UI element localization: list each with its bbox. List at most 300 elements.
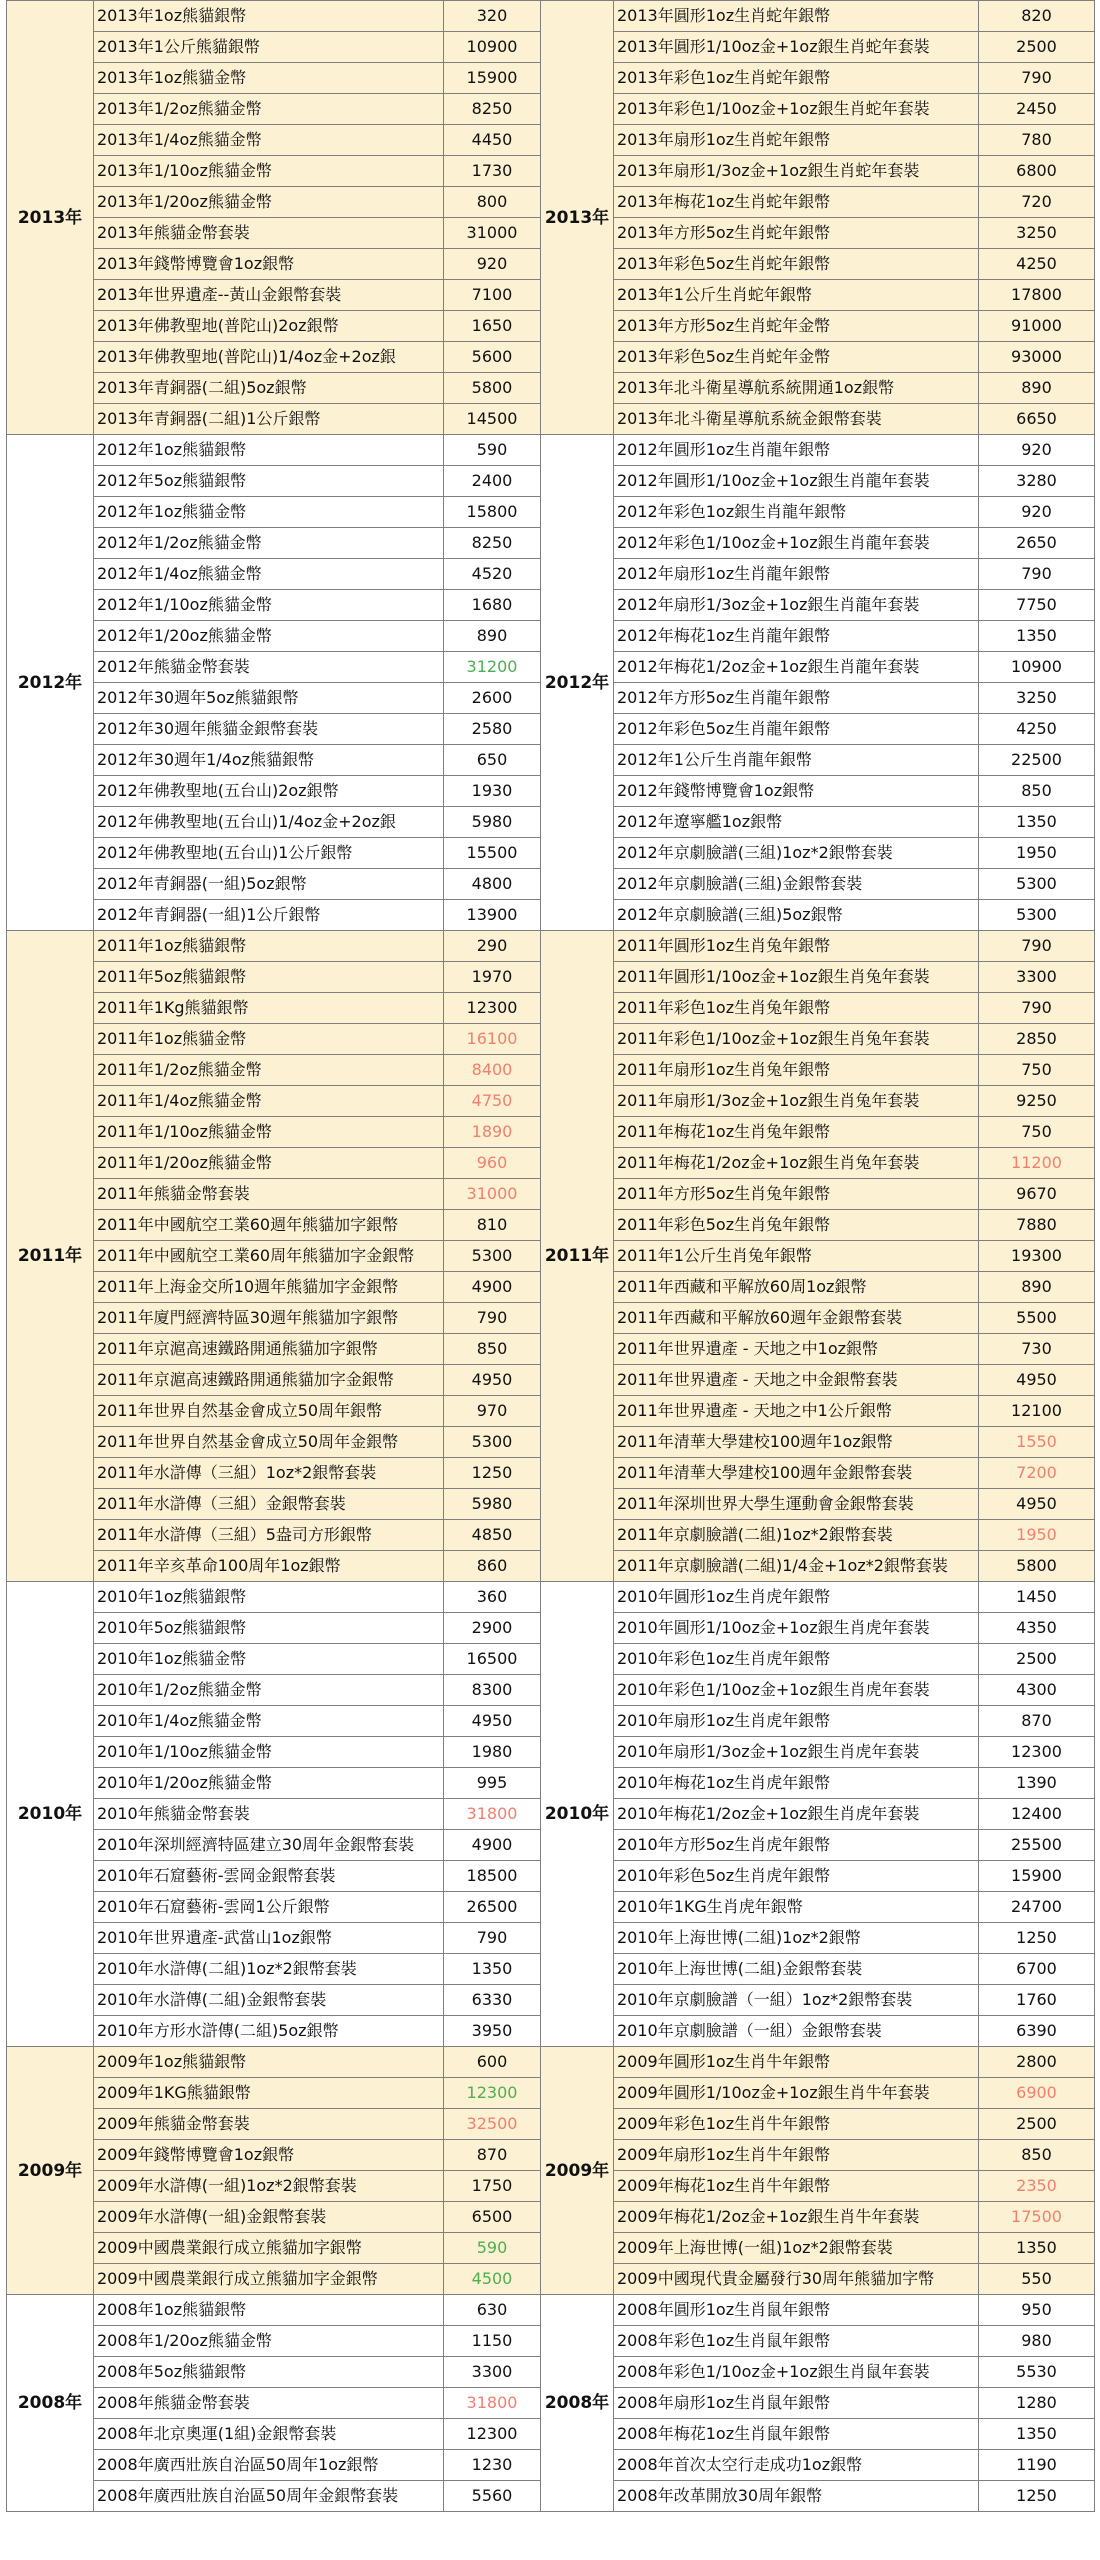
price-right: 25500 xyxy=(979,1830,1095,1861)
price-left: 31000 xyxy=(444,1179,541,1210)
item-name-right: 2012年圓形1/10oz金+1oz銀生肖龍年套裝 xyxy=(614,466,979,497)
item-name-right: 2011年扇形1/3oz金+1oz銀生肖兔年套裝 xyxy=(614,1086,979,1117)
price-right: 2500 xyxy=(979,32,1095,63)
price-right: 19300 xyxy=(979,1241,1095,1272)
item-name-left: 2012年30週年1/4oz熊貓銀幣 xyxy=(94,745,444,776)
item-name-right: 2010年1KG生肖虎年銀幣 xyxy=(614,1892,979,1923)
table-row xyxy=(7,1,1095,32)
price-right: 920 xyxy=(979,497,1095,528)
item-name-right: 2011年清華大學建校100週年1oz銀幣 xyxy=(614,1427,979,1458)
price-left: 10900 xyxy=(444,32,541,63)
price-left: 4500 xyxy=(444,2264,541,2295)
price-list-body xyxy=(7,1,1095,2512)
price-left: 8250 xyxy=(444,528,541,559)
item-name-right: 2011年彩色1/10oz金+1oz銀生肖兔年套裝 xyxy=(614,1024,979,1055)
item-name-right: 2009年上海世博(一組)1oz*2銀幣套裝 xyxy=(614,2233,979,2264)
item-name-right: 2011年扇形1oz生肖兔年銀幣 xyxy=(614,1055,979,1086)
table-row xyxy=(7,931,1095,962)
table-row xyxy=(7,2295,1095,2326)
item-name-left: 2012年青銅器(一組)5oz銀幣 xyxy=(94,869,444,900)
item-name-left: 2010年熊貓金幣套裝 xyxy=(94,1799,444,1830)
item-name-left: 2011年1/4oz熊貓金幣 xyxy=(94,1086,444,1117)
price-left: 1250 xyxy=(444,1458,541,1489)
item-name-right: 2011年世界遺產 - 天地之中1公斤銀幣 xyxy=(614,1396,979,1427)
price-right: 950 xyxy=(979,2295,1095,2326)
price-right: 93000 xyxy=(979,342,1095,373)
price-right: 1280 xyxy=(979,2388,1095,2419)
item-name-right: 2012年京劇臉譜(三組)金銀幣套裝 xyxy=(614,869,979,900)
price-right: 1760 xyxy=(979,1985,1095,2016)
price-right: 1450 xyxy=(979,1582,1095,1613)
price-left: 4900 xyxy=(444,1272,541,1303)
year-label-left: 2013年 xyxy=(7,1,94,435)
item-name-right: 2008年改革開放30周年銀幣 xyxy=(614,2481,979,2512)
item-name-left: 2011年5oz熊貓銀幣 xyxy=(94,962,444,993)
price-left: 810 xyxy=(444,1210,541,1241)
item-name-right: 2010年彩色1/10oz金+1oz銀生肖虎年套裝 xyxy=(614,1675,979,1706)
item-name-left: 2011年1Kg熊貓銀幣 xyxy=(94,993,444,1024)
price-right: 780 xyxy=(979,125,1095,156)
item-name-right: 2009年圓形1/10oz金+1oz銀生肖牛年套裝 xyxy=(614,2078,979,2109)
price-right: 920 xyxy=(979,435,1095,466)
price-left: 16500 xyxy=(444,1644,541,1675)
item-name-right: 2009年梅花1oz生肖牛年銀幣 xyxy=(614,2171,979,2202)
item-name-right: 2012年遼寧艦1oz銀幣 xyxy=(614,807,979,838)
item-name-right: 2013年圓形1/10oz金+1oz銀生肖蛇年套裝 xyxy=(614,32,979,63)
price-right: 2650 xyxy=(979,528,1095,559)
price-left: 15900 xyxy=(444,63,541,94)
price-left: 4900 xyxy=(444,1830,541,1861)
price-left: 1750 xyxy=(444,2171,541,2202)
price-left: 4850 xyxy=(444,1520,541,1551)
item-name-left: 2008年廣西壯族自治區50周年金銀幣套裝 xyxy=(94,2481,444,2512)
item-name-left: 2011年中國航空工業60周年熊貓加字金銀幣 xyxy=(94,1241,444,1272)
item-name-right: 2012年梅花1/2oz金+1oz銀生肖龍年套裝 xyxy=(614,652,979,683)
price-left: 14500 xyxy=(444,404,541,435)
price-right: 7200 xyxy=(979,1458,1095,1489)
item-name-right: 2013年圓形1oz生肖蛇年銀幣 xyxy=(614,1,979,32)
item-name-left: 2010年方形水滸傳(二組)5oz銀幣 xyxy=(94,2016,444,2047)
item-name-left: 2013年熊貓金幣套裝 xyxy=(94,218,444,249)
item-name-left: 2013年1/4oz熊貓金幣 xyxy=(94,125,444,156)
item-name-right: 2010年京劇臉譜（一組）金銀幣套裝 xyxy=(614,2016,979,2047)
price-right: 6650 xyxy=(979,404,1095,435)
item-name-right: 2009年梅花1/2oz金+1oz銀生肖牛年套裝 xyxy=(614,2202,979,2233)
price-right: 5300 xyxy=(979,869,1095,900)
item-name-left: 2009年錢幣博覽會1oz銀幣 xyxy=(94,2140,444,2171)
price-left: 1650 xyxy=(444,311,541,342)
item-name-left: 2012年佛教聖地(五台山)1/4oz金+2oz銀 xyxy=(94,807,444,838)
item-name-right: 2013年彩色5oz生肖蛇年銀幣 xyxy=(614,249,979,280)
item-name-left: 2013年佛教聖地(普陀山)2oz銀幣 xyxy=(94,311,444,342)
item-name-right: 2008年扇形1oz生肖鼠年銀幣 xyxy=(614,2388,979,2419)
item-name-right: 2011年清華大學建校100週年金銀幣套裝 xyxy=(614,1458,979,1489)
item-name-left: 2012年熊貓金幣套裝 xyxy=(94,652,444,683)
price-right: 17800 xyxy=(979,280,1095,311)
item-name-right: 2011年京劇臉譜(二組)1/4金+1oz*2銀幣套裝 xyxy=(614,1551,979,1582)
price-left: 870 xyxy=(444,2140,541,2171)
item-name-left: 2012年1/10oz熊貓金幣 xyxy=(94,590,444,621)
price-left: 31000 xyxy=(444,218,541,249)
item-name-left: 2011年水滸傳（三組）金銀幣套裝 xyxy=(94,1489,444,1520)
item-name-left: 2012年佛教聖地(五台山)2oz銀幣 xyxy=(94,776,444,807)
item-name-left: 2011年1oz熊貓金幣 xyxy=(94,1024,444,1055)
price-left: 12300 xyxy=(444,993,541,1024)
item-name-left: 2011年水滸傳（三組）5盎司方形銀幣 xyxy=(94,1520,444,1551)
item-name-left: 2013年青銅器(二組)5oz銀幣 xyxy=(94,373,444,404)
price-left: 31800 xyxy=(444,1799,541,1830)
item-name-right: 2011年西藏和平解放60週年金銀幣套裝 xyxy=(614,1303,979,1334)
item-name-right: 2013年扇形1/3oz金+1oz銀生肖蛇年套裝 xyxy=(614,156,979,187)
item-name-left: 2010年深圳經濟特區建立30周年金銀幣套裝 xyxy=(94,1830,444,1861)
item-name-left: 2013年佛教聖地(普陀山)1/4oz金+2oz銀 xyxy=(94,342,444,373)
price-right: 24700 xyxy=(979,1892,1095,1923)
price-left: 1970 xyxy=(444,962,541,993)
item-name-left: 2013年1公斤熊貓銀幣 xyxy=(94,32,444,63)
item-name-right: 2010年扇形1/3oz金+1oz銀生肖虎年套裝 xyxy=(614,1737,979,1768)
item-name-right: 2011年深圳世界大學生運動會金銀幣套裝 xyxy=(614,1489,979,1520)
price-right: 4350 xyxy=(979,1613,1095,1644)
item-name-right: 2011年圓形1/10oz金+1oz銀生肖兔年套裝 xyxy=(614,962,979,993)
item-name-left: 2011年1/20oz熊貓金幣 xyxy=(94,1148,444,1179)
item-name-right: 2010年彩色1oz生肖虎年銀幣 xyxy=(614,1644,979,1675)
price-left: 12300 xyxy=(444,2078,541,2109)
price-right: 10900 xyxy=(979,652,1095,683)
item-name-left: 2008年5oz熊貓銀幣 xyxy=(94,2357,444,2388)
price-right: 12100 xyxy=(979,1396,1095,1427)
price-right: 5500 xyxy=(979,1303,1095,1334)
price-left: 15800 xyxy=(444,497,541,528)
item-name-left: 2010年1/10oz熊貓金幣 xyxy=(94,1737,444,1768)
item-name-left: 2011年廈門經濟特區30週年熊貓加字銀幣 xyxy=(94,1303,444,1334)
price-right: 5530 xyxy=(979,2357,1095,2388)
item-name-right: 2012年京劇臉譜(三組)1oz*2銀幣套裝 xyxy=(614,838,979,869)
price-left: 18500 xyxy=(444,1861,541,1892)
item-name-left: 2013年世界遺產--黃山金銀幣套裝 xyxy=(94,280,444,311)
item-name-left: 2009中國農業銀行成立熊貓加字金銀幣 xyxy=(94,2264,444,2295)
price-left: 5560 xyxy=(444,2481,541,2512)
price-right: 1350 xyxy=(979,2233,1095,2264)
item-name-left: 2012年30週年5oz熊貓銀幣 xyxy=(94,683,444,714)
price-right: 2350 xyxy=(979,2171,1095,2202)
item-name-right: 2013年方形5oz生肖蛇年金幣 xyxy=(614,311,979,342)
item-name-right: 2008年梅花1oz生肖鼠年銀幣 xyxy=(614,2419,979,2450)
item-name-left: 2011年1/2oz熊貓金幣 xyxy=(94,1055,444,1086)
price-right: 1350 xyxy=(979,2419,1095,2450)
price-right: 3280 xyxy=(979,466,1095,497)
price-right: 12300 xyxy=(979,1737,1095,1768)
price-left: 1680 xyxy=(444,590,541,621)
price-right: 2850 xyxy=(979,1024,1095,1055)
year-label-left: 2011年 xyxy=(7,931,94,1582)
item-name-right: 2011年梅花1oz生肖兔年銀幣 xyxy=(614,1117,979,1148)
price-left: 1230 xyxy=(444,2450,541,2481)
item-name-left: 2013年1oz熊貓金幣 xyxy=(94,63,444,94)
year-label-right: 2011年 xyxy=(541,931,614,1582)
item-name-left: 2010年世界遺產-武當山1oz銀幣 xyxy=(94,1923,444,1954)
item-name-right: 2010年上海世博(二組)金銀幣套裝 xyxy=(614,1954,979,1985)
price-left: 31800 xyxy=(444,2388,541,2419)
item-name-left: 2011年世界自然基金會成立50周年金銀幣 xyxy=(94,1427,444,1458)
item-name-left: 2011年京滬高速鐵路開通熊貓加字銀幣 xyxy=(94,1334,444,1365)
price-right: 3300 xyxy=(979,962,1095,993)
item-name-right: 2012年彩色1oz銀生肖龍年銀幣 xyxy=(614,497,979,528)
price-left: 5800 xyxy=(444,373,541,404)
price-right: 820 xyxy=(979,1,1095,32)
item-name-left: 2010年1/2oz熊貓金幣 xyxy=(94,1675,444,1706)
item-name-right: 2010年圓形1/10oz金+1oz銀生肖虎年套裝 xyxy=(614,1613,979,1644)
price-left: 4450 xyxy=(444,125,541,156)
price-left: 4750 xyxy=(444,1086,541,1117)
price-left: 5980 xyxy=(444,1489,541,1520)
price-left: 5300 xyxy=(444,1241,541,1272)
item-name-left: 2012年1/20oz熊貓金幣 xyxy=(94,621,444,652)
item-name-right: 2010年梅花1/2oz金+1oz銀生肖虎年套裝 xyxy=(614,1799,979,1830)
price-right: 91000 xyxy=(979,311,1095,342)
item-name-left: 2013年1/2oz熊貓金幣 xyxy=(94,94,444,125)
price-right: 7880 xyxy=(979,1210,1095,1241)
price-right: 790 xyxy=(979,993,1095,1024)
price-left: 15500 xyxy=(444,838,541,869)
year-label-left: 2009年 xyxy=(7,2047,94,2295)
item-name-left: 2009年1oz熊貓銀幣 xyxy=(94,2047,444,2078)
item-name-left: 2009年熊貓金幣套裝 xyxy=(94,2109,444,2140)
item-name-left: 2013年青銅器(二組)1公斤銀幣 xyxy=(94,404,444,435)
item-name-left: 2010年1oz熊貓金幣 xyxy=(94,1644,444,1675)
price-left: 8250 xyxy=(444,94,541,125)
item-name-left: 2008年北京奧運(1組)金銀幣套裝 xyxy=(94,2419,444,2450)
price-right: 1250 xyxy=(979,2481,1095,2512)
item-name-right: 2010年方形5oz生肖虎年銀幣 xyxy=(614,1830,979,1861)
item-name-left: 2013年1oz熊貓銀幣 xyxy=(94,1,444,32)
item-name-left: 2011年辛亥革命100周年1oz銀幣 xyxy=(94,1551,444,1582)
item-name-right: 2012年1公斤生肖龍年銀幣 xyxy=(614,745,979,776)
price-right: 1950 xyxy=(979,838,1095,869)
price-left: 4520 xyxy=(444,559,541,590)
price-left: 2900 xyxy=(444,1613,541,1644)
price-left: 320 xyxy=(444,1,541,32)
item-name-right: 2013年北斗衛星導航系統金銀幣套裝 xyxy=(614,404,979,435)
price-right: 720 xyxy=(979,187,1095,218)
item-name-right: 2011年梅花1/2oz金+1oz銀生肖兔年套裝 xyxy=(614,1148,979,1179)
item-name-right: 2008年彩色1/10oz金+1oz銀生肖鼠年套裝 xyxy=(614,2357,979,2388)
price-left: 16100 xyxy=(444,1024,541,1055)
price-left: 890 xyxy=(444,621,541,652)
price-left: 1150 xyxy=(444,2326,541,2357)
item-name-left: 2011年熊貓金幣套裝 xyxy=(94,1179,444,1210)
price-right: 890 xyxy=(979,1272,1095,1303)
price-left: 1730 xyxy=(444,156,541,187)
price-left: 970 xyxy=(444,1396,541,1427)
price-right: 730 xyxy=(979,1334,1095,1365)
price-left: 8300 xyxy=(444,1675,541,1706)
price-right: 850 xyxy=(979,776,1095,807)
item-name-left: 2010年石窟藝術-雲岡1公斤銀幣 xyxy=(94,1892,444,1923)
price-left: 995 xyxy=(444,1768,541,1799)
price-right: 12400 xyxy=(979,1799,1095,1830)
price-left: 5980 xyxy=(444,807,541,838)
item-name-left: 2011年1oz熊貓銀幣 xyxy=(94,931,444,962)
price-left: 13900 xyxy=(444,900,541,931)
item-name-right: 2012年圓形1oz生肖龍年銀幣 xyxy=(614,435,979,466)
item-name-left: 2012年5oz熊貓銀幣 xyxy=(94,466,444,497)
item-name-left: 2011年上海金交所10週年熊貓加字金銀幣 xyxy=(94,1272,444,1303)
year-label-right: 2012年 xyxy=(541,435,614,931)
price-right: 9670 xyxy=(979,1179,1095,1210)
price-left: 850 xyxy=(444,1334,541,1365)
price-left: 1350 xyxy=(444,1954,541,1985)
price-left: 2400 xyxy=(444,466,541,497)
item-name-right: 2009年扇形1oz生肖牛年銀幣 xyxy=(614,2140,979,2171)
price-left: 590 xyxy=(444,2233,541,2264)
price-right: 3250 xyxy=(979,683,1095,714)
item-name-right: 2012年彩色1/10oz金+1oz銀生肖龍年套裝 xyxy=(614,528,979,559)
price-right: 4250 xyxy=(979,249,1095,280)
price-right: 17500 xyxy=(979,2202,1095,2233)
price-left: 960 xyxy=(444,1148,541,1179)
price-left: 920 xyxy=(444,249,541,280)
item-name-left: 2009年水滸傳(一組)金銀幣套裝 xyxy=(94,2202,444,2233)
price-left: 26500 xyxy=(444,1892,541,1923)
price-left: 1890 xyxy=(444,1117,541,1148)
price-right: 4300 xyxy=(979,1675,1095,1706)
price-right: 1190 xyxy=(979,2450,1095,2481)
item-name-right: 2011年彩色1oz生肖兔年銀幣 xyxy=(614,993,979,1024)
price-right: 22500 xyxy=(979,745,1095,776)
price-left: 1980 xyxy=(444,1737,541,1768)
item-name-right: 2010年梅花1oz生肖虎年銀幣 xyxy=(614,1768,979,1799)
price-left: 290 xyxy=(444,931,541,962)
item-name-right: 2012年錢幣博覽會1oz銀幣 xyxy=(614,776,979,807)
price-left: 3300 xyxy=(444,2357,541,2388)
price-right: 890 xyxy=(979,373,1095,404)
item-name-right: 2010年京劇臉譜（一組）1oz*2銀幣套裝 xyxy=(614,1985,979,2016)
price-right: 7750 xyxy=(979,590,1095,621)
price-left: 5600 xyxy=(444,342,541,373)
item-name-left: 2010年1/20oz熊貓金幣 xyxy=(94,1768,444,1799)
price-right: 6390 xyxy=(979,2016,1095,2047)
price-left: 4950 xyxy=(444,1706,541,1737)
price-right: 11200 xyxy=(979,1148,1095,1179)
price-right: 870 xyxy=(979,1706,1095,1737)
item-name-left: 2011年世界自然基金會成立50周年銀幣 xyxy=(94,1396,444,1427)
price-left: 790 xyxy=(444,1303,541,1334)
price-left: 6500 xyxy=(444,2202,541,2233)
year-label-right: 2009年 xyxy=(541,2047,614,2295)
item-name-right: 2013年彩色1/10oz金+1oz銀生肖蛇年套裝 xyxy=(614,94,979,125)
price-right: 1350 xyxy=(979,807,1095,838)
item-name-left: 2012年1oz熊貓銀幣 xyxy=(94,435,444,466)
price-left: 630 xyxy=(444,2295,541,2326)
price-left: 6330 xyxy=(444,1985,541,2016)
price-left: 3950 xyxy=(444,2016,541,2047)
price-right: 4950 xyxy=(979,1365,1095,1396)
item-name-left: 2009年水滸傳(一組)1oz*2銀幣套裝 xyxy=(94,2171,444,2202)
price-left: 32500 xyxy=(444,2109,541,2140)
item-name-left: 2013年錢幣博覽會1oz銀幣 xyxy=(94,249,444,280)
item-name-left: 2011年1/10oz熊貓金幣 xyxy=(94,1117,444,1148)
item-name-left: 2012年佛教聖地(五台山)1公斤銀幣 xyxy=(94,838,444,869)
price-right: 980 xyxy=(979,2326,1095,2357)
price-left: 2580 xyxy=(444,714,541,745)
item-name-left: 2010年5oz熊貓銀幣 xyxy=(94,1613,444,1644)
item-name-right: 2013年方形5oz生肖蛇年銀幣 xyxy=(614,218,979,249)
item-name-right: 2010年圓形1oz生肖虎年銀幣 xyxy=(614,1582,979,1613)
item-name-right: 2008年圓形1oz生肖鼠年銀幣 xyxy=(614,2295,979,2326)
price-right: 5800 xyxy=(979,1551,1095,1582)
price-left: 31200 xyxy=(444,652,541,683)
item-name-right: 2008年彩色1oz生肖鼠年銀幣 xyxy=(614,2326,979,2357)
item-name-right: 2013年1公斤生肖蛇年銀幣 xyxy=(614,280,979,311)
price-right: 1550 xyxy=(979,1427,1095,1458)
price-right: 790 xyxy=(979,63,1095,94)
item-name-left: 2012年青銅器(一組)1公斤銀幣 xyxy=(94,900,444,931)
item-name-right: 2010年上海世博(二組)1oz*2銀幣 xyxy=(614,1923,979,1954)
price-right: 750 xyxy=(979,1117,1095,1148)
item-name-right: 2011年彩色5oz生肖兔年銀幣 xyxy=(614,1210,979,1241)
year-label-left: 2008年 xyxy=(7,2295,94,2512)
item-name-right: 2008年首次太空行走成功1oz銀幣 xyxy=(614,2450,979,2481)
item-name-right: 2012年彩色5oz生肖龍年銀幣 xyxy=(614,714,979,745)
item-name-left: 2009年1KG熊貓銀幣 xyxy=(94,2078,444,2109)
item-name-right: 2012年扇形1oz生肖龍年銀幣 xyxy=(614,559,979,590)
price-right: 790 xyxy=(979,931,1095,962)
price-right: 4950 xyxy=(979,1489,1095,1520)
price-right: 1390 xyxy=(979,1768,1095,1799)
item-name-right: 2012年方形5oz生肖龍年銀幣 xyxy=(614,683,979,714)
price-left: 12300 xyxy=(444,2419,541,2450)
item-name-right: 2013年彩色5oz生肖蛇年金幣 xyxy=(614,342,979,373)
price-right: 750 xyxy=(979,1055,1095,1086)
price-left: 5300 xyxy=(444,1427,541,1458)
price-left: 1930 xyxy=(444,776,541,807)
price-right: 15900 xyxy=(979,1861,1095,1892)
price-right: 2500 xyxy=(979,1644,1095,1675)
price-right: 5300 xyxy=(979,900,1095,931)
price-right: 550 xyxy=(979,2264,1095,2295)
item-name-left: 2009中國農業銀行成立熊貓加字銀幣 xyxy=(94,2233,444,2264)
price-right: 6700 xyxy=(979,1954,1095,1985)
price-left: 4800 xyxy=(444,869,541,900)
item-name-left: 2011年京滬高速鐵路開通熊貓加字金銀幣 xyxy=(94,1365,444,1396)
item-name-right: 2011年西藏和平解放60周1oz銀幣 xyxy=(614,1272,979,1303)
price-right: 6800 xyxy=(979,156,1095,187)
price-left: 2600 xyxy=(444,683,541,714)
item-name-right: 2010年彩色5oz生肖虎年銀幣 xyxy=(614,1861,979,1892)
table-row xyxy=(7,1582,1095,1613)
price-right: 1350 xyxy=(979,621,1095,652)
price-right: 9250 xyxy=(979,1086,1095,1117)
item-name-left: 2010年水滸傳(二組)金銀幣套裝 xyxy=(94,1985,444,2016)
item-name-right: 2012年梅花1oz生肖龍年銀幣 xyxy=(614,621,979,652)
table-row xyxy=(7,2047,1095,2078)
year-label-left: 2012年 xyxy=(7,435,94,931)
price-right: 2450 xyxy=(979,94,1095,125)
price-left: 590 xyxy=(444,435,541,466)
item-name-right: 2009年彩色1oz生肖牛年銀幣 xyxy=(614,2109,979,2140)
item-name-left: 2010年1oz熊貓銀幣 xyxy=(94,1582,444,1613)
item-name-left: 2013年1/10oz熊貓金幣 xyxy=(94,156,444,187)
item-name-left: 2008年熊貓金幣套裝 xyxy=(94,2388,444,2419)
item-name-left: 2012年1oz熊貓金幣 xyxy=(94,497,444,528)
item-name-right: 2010年扇形1oz生肖虎年銀幣 xyxy=(614,1706,979,1737)
item-name-left: 2011年水滸傳（三組）1oz*2銀幣套裝 xyxy=(94,1458,444,1489)
item-name-left: 2008年廣西壯族自治區50周年1oz銀幣 xyxy=(94,2450,444,2481)
item-name-left: 2010年水滸傳(二組)1oz*2銀幣套裝 xyxy=(94,1954,444,1985)
price-right: 6900 xyxy=(979,2078,1095,2109)
item-name-left: 2011年中國航空工業60週年熊貓加字銀幣 xyxy=(94,1210,444,1241)
item-name-left: 2012年1/2oz熊貓金幣 xyxy=(94,528,444,559)
